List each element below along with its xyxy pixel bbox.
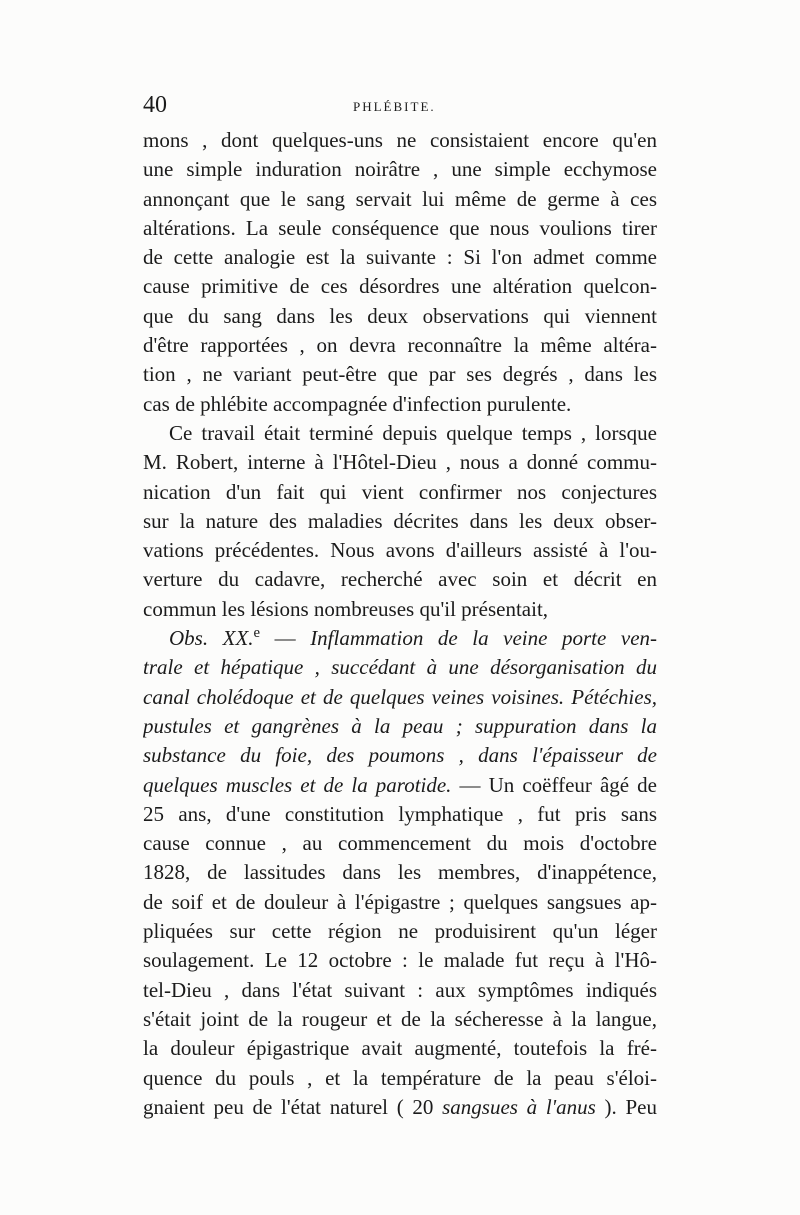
italic-segment: substance du foie, des poumons , dans l'épaisseur de [143, 743, 657, 768]
text-line [143, 800, 657, 829]
text-line [143, 976, 657, 1005]
text-line [143, 624, 657, 653]
italic-segment: Inflammation de la veine porte ven- [310, 626, 657, 651]
text-segment: commun les lésions nombreuses qu'il présentait, [143, 596, 549, 621]
text-segment: altérations. La seule conséquence que nous voulions tirer [143, 215, 657, 240]
text-segment: d'être rapportées , on devra reconnaître la même altéra- [143, 333, 657, 358]
text-line [143, 595, 657, 624]
page-header [143, 92, 655, 122]
text-line [143, 771, 657, 800]
text-segment: de soif et de douleur à l'épigastre ; quelques sangsues ap- [143, 889, 657, 914]
text-segment: M. Robert, interne à l'Hôtel-Dieu , nous a donné commu- [143, 450, 657, 475]
text-segment: — [260, 626, 311, 651]
text-segment: nication d'un fait qui vient confirmer nos conjectures [143, 479, 657, 504]
text-segment: s'était joint de la rougeur et de la sécheresse à la langue, [143, 1006, 657, 1031]
text-segment: 1828, de lassitudes dans les membres, d'inappétence, [143, 860, 657, 885]
text-line [143, 390, 657, 419]
text-segment: quence du pouls , et la température de la peau s'éloi- [143, 1065, 657, 1090]
text-line [143, 272, 657, 301]
text-line [143, 565, 657, 594]
text-segment: de cette analogie est la suivante : Si l'on admet comme [143, 245, 657, 270]
text-line [143, 917, 657, 946]
text-segment: tion , ne variant peut-être que par ses degrés , dans les [143, 362, 657, 387]
body-text [143, 126, 657, 1122]
text-line [143, 536, 657, 565]
text-segment: gnaient peu de l'état naturel ( 20 [143, 1094, 443, 1119]
text-line [143, 741, 657, 770]
text-segment: la douleur épigastrique avait augmenté, toutefois la fré- [143, 1036, 657, 1061]
superscript: e [253, 625, 261, 642]
text-segment: pliquées sur cette région ne produisirent qu'un léger [143, 919, 657, 944]
text-line [143, 946, 657, 975]
text-line [143, 185, 657, 214]
text-line [143, 507, 657, 536]
text-segment: sur la nature des maladies décrites dans les deux obser- [143, 508, 657, 533]
text-line [143, 155, 657, 184]
text-line [143, 360, 657, 389]
text-segment: tel-Dieu , dans l'état suivant : aux symptômes indiqués [143, 977, 657, 1002]
text-line [143, 653, 657, 682]
text-line [143, 829, 657, 858]
text-line [143, 302, 657, 331]
text-line [143, 1034, 657, 1063]
text-line [143, 331, 657, 360]
text-line [143, 888, 657, 917]
text-line [143, 214, 657, 243]
italic-segment: pustules et gangrènes à la peau ; suppuration dans la [143, 713, 657, 738]
text-segment: cause primitive de ces désordres une altération quelcon- [143, 274, 657, 299]
text-segment: ). Peu [595, 1094, 657, 1119]
text-segment: que du sang dans les deux observations qui viennent [143, 303, 657, 328]
italic-segment: trale et hépatique , succédant à une désorganisation du [143, 655, 657, 680]
text-line [143, 1064, 657, 1093]
text-line [143, 1005, 657, 1034]
text-line [143, 712, 657, 741]
text-segment: annonçant que le sang servait lui même de germe à ces [143, 186, 657, 211]
text-segment: mons , dont quelques-uns ne consistaient encore qu'en [143, 128, 657, 152]
text-segment: verture du cadavre, recherché avec soin et décrit en [143, 567, 657, 592]
text-segment: vations précédentes. Nous avons d'ailleurs assisté à l'ou- [143, 538, 657, 563]
text-line [143, 683, 657, 712]
italic-segment: canal cholédoque et de quelques veines voisines. Pétéchies, [143, 684, 657, 709]
text-line [143, 858, 657, 887]
text-segment: cas de phlébite accompagnée d'infection purulente. [143, 391, 572, 416]
text-segment: — Un coëffeur âgé de [451, 772, 657, 797]
text-line [143, 419, 657, 448]
italic-segment: sangsues à l'anus [442, 1094, 596, 1119]
text-segment: une simple induration noirâtre , une simple ecchymose [143, 157, 657, 182]
text-segment: Ce travail était terminé depuis quelque temps , lorsque [169, 420, 657, 445]
text-line [143, 1093, 657, 1122]
text-line [143, 243, 657, 272]
italic-segment: Obs. XX. [169, 626, 254, 651]
text-segment: soulagement. Le 12 octobre : le malade fut reçu à l'Hô- [143, 948, 657, 973]
text-line [143, 126, 657, 155]
text-segment: cause connue , au commencement du mois d'octobre [143, 831, 657, 856]
italic-segment: quelques muscles et de la parotide. [143, 772, 452, 797]
page-number: 40 [143, 92, 167, 118]
text-segment: 25 ans, d'une constitution lymphatique , fut pris sans [143, 801, 657, 826]
text-line [143, 478, 657, 507]
text-line [143, 448, 657, 477]
running-head: PHLÉBITE. [353, 99, 436, 114]
